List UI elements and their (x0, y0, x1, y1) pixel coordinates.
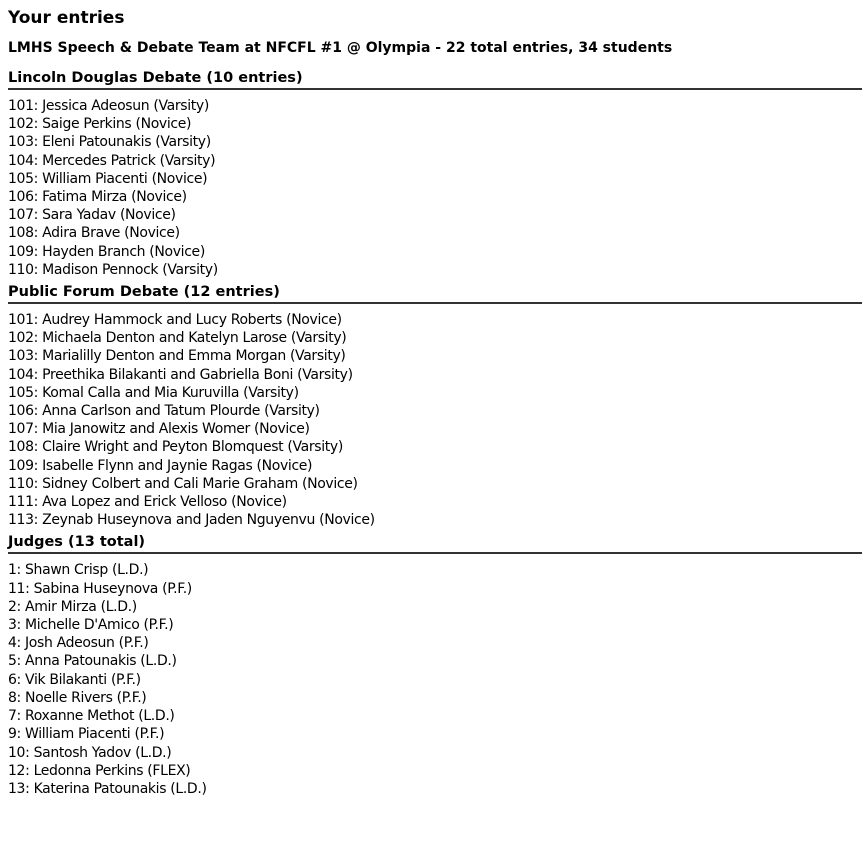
judge-item: 4: Josh Adeosun (P.F.) (8, 635, 149, 652)
lincoln-douglas-section (8, 69, 862, 279)
entry-item: 113: Zeynab Huseynova and Jaden Nguyenvu (Novice) (8, 512, 375, 529)
entry-item: 109: Hayden Branch (Novice) (8, 243, 205, 260)
judge-item: 3: Michelle D'Amico (P.F.) (8, 617, 174, 634)
public-forum-section (8, 283, 862, 529)
judge-item: 7: Roxanne Methot (L.D.) (8, 708, 175, 725)
judge-item: 10: Santosh Yadov (L.D.) (8, 744, 172, 761)
judge-item: 11: Sabina Huseynova (P.F.) (8, 580, 192, 597)
entry-item: 109: Isabelle Flynn and Jaynie Ragas (Novice) (8, 457, 313, 474)
team-summary: LMHS Speech & Debate Team at NFCFL #1 @ Olympia - 22 total entries, 34 students (8, 40, 673, 56)
judge-item: 1: Shawn Crisp (L.D.) (8, 562, 149, 579)
judge-item: 6: Vik Bilakanti (P.F.) (8, 671, 141, 688)
entry-item: 106: Anna Carlson and Tatum Plourde (Varsity) (8, 403, 320, 420)
section-header-judges: Judges (13 total) (8, 533, 862, 554)
entry-item: 110: Sidney Colbert and Cali Marie Graham (Novice) (8, 475, 358, 492)
entry-item: 101: Audrey Hammock and Lucy Roberts (Novice) (8, 312, 342, 329)
entry-item: 102: Michaela Denton and Katelyn Larose (Varsity) (8, 330, 347, 347)
entry-list (8, 311, 862, 529)
entry-item: 105: Komal Calla and Mia Kuruvilla (Varsity) (8, 384, 299, 401)
entry-item: 106: Fatima Mirza (Novice) (8, 189, 187, 206)
entry-list (8, 97, 862, 279)
entry-item: 108: Adira Brave (Novice) (8, 225, 180, 242)
judges-section (8, 533, 862, 798)
section-header-public-forum: Public Forum Debate (12 entries) (8, 283, 862, 304)
judge-item: 9: William Piacenti (P.F.) (8, 726, 165, 743)
entry-item: 108: Claire Wright and Peyton Blomquest (Varsity) (8, 439, 343, 456)
entry-item: 104: Mercedes Patrick (Varsity) (8, 152, 216, 169)
entry-item: 110: Madison Pennock (Varsity) (8, 261, 218, 278)
entry-item: 103: Eleni Patounakis (Varsity) (8, 134, 211, 151)
judge-item: 5: Anna Patounakis (L.D.) (8, 653, 177, 670)
judge-list (8, 561, 862, 798)
entry-item: 103: Marialilly Denton and Emma Morgan (Varsity) (8, 348, 346, 365)
entry-item: 102: Saige Perkins (Novice) (8, 116, 192, 133)
entry-item: 107: Sara Yadav (Novice) (8, 207, 176, 224)
entry-item: 111: Ava Lopez and Erick Velloso (Novice) (8, 494, 287, 511)
judge-item: 13: Katerina Patounakis (L.D.) (8, 780, 207, 797)
entry-item: 107: Mia Janowitz and Alexis Womer (Novice) (8, 421, 310, 438)
judge-item: 8: Noelle Rivers (P.F.) (8, 689, 147, 706)
entry-item: 104: Preethika Bilakanti and Gabriella Boni (Varsity) (8, 366, 353, 383)
judge-item: 2: Amir Mirza (L.D.) (8, 598, 137, 615)
judge-item: 12: Ledonna Perkins (FLEX) (8, 762, 191, 779)
page-title: Your entries (8, 8, 125, 28)
section-header-lincoln-douglas: Lincoln Douglas Debate (10 entries) (8, 69, 862, 90)
entry-item: 105: William Piacenti (Novice) (8, 170, 208, 187)
entry-item: 101: Jessica Adeosun (Varsity) (8, 98, 209, 114)
